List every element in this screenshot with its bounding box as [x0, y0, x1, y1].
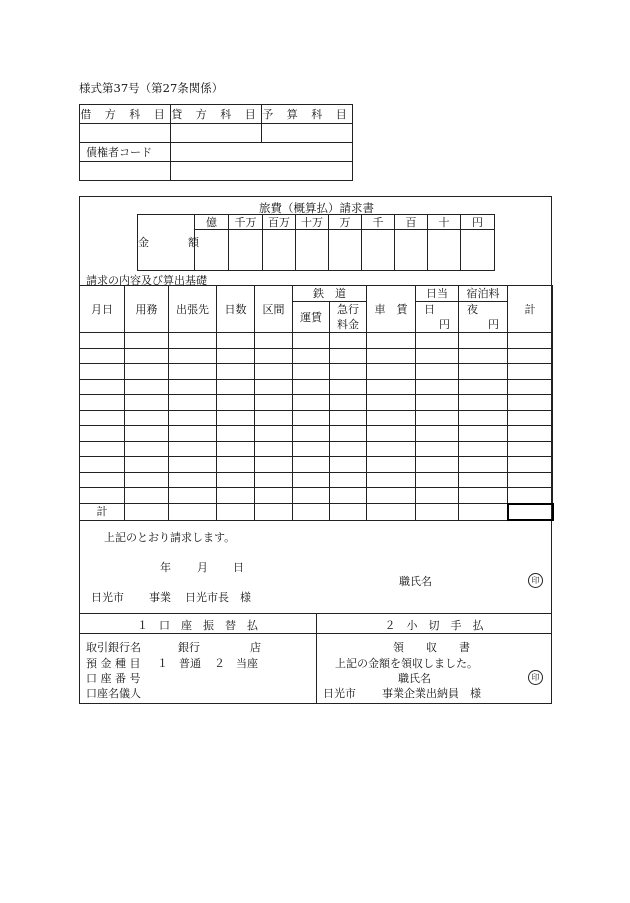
- entry-cell[interactable]: [80, 457, 125, 473]
- entry-cell[interactable]: [255, 441, 293, 457]
- account-holder-label: 口座名儀人: [86, 687, 141, 700]
- entry-cell[interactable]: [508, 441, 553, 457]
- table-row: [80, 379, 553, 395]
- entry-cell[interactable]: [416, 379, 459, 395]
- entry-cell[interactable]: [217, 333, 255, 349]
- entry-cell[interactable]: [416, 410, 459, 426]
- col-express-1: 急行: [337, 303, 359, 316]
- entry-cell[interactable]: [125, 441, 169, 457]
- col-car: 車 賃: [367, 286, 416, 333]
- receipt-title: 領 収 書: [393, 641, 470, 654]
- form-title: 旅費（概算払）請求書: [259, 201, 374, 215]
- entry-cell[interactable]: [459, 364, 508, 380]
- entry-cell[interactable]: [293, 410, 330, 426]
- budget-account-label: 予 算 科 目: [262, 105, 353, 124]
- col-fare: 運賃: [293, 302, 330, 333]
- entry-cell[interactable]: [217, 472, 255, 488]
- total-cell[interactable]: [255, 504, 293, 521]
- entry-cell[interactable]: [125, 457, 169, 473]
- deposit-type-label: 預 金 種 目: [86, 657, 141, 670]
- entry-cell[interactable]: [367, 472, 416, 488]
- col-railway: 鉄 道: [293, 286, 367, 302]
- expense-table: [79, 285, 554, 521]
- entry-cell[interactable]: [508, 410, 553, 426]
- total-cell[interactable]: [125, 504, 169, 521]
- entry-cell[interactable]: [169, 395, 217, 411]
- amount-table: [137, 214, 495, 271]
- date-year: 年: [160, 561, 171, 574]
- entry-cell[interactable]: [330, 457, 367, 473]
- entry-cell[interactable]: [169, 457, 217, 473]
- bank-suffix: 銀行: [178, 641, 200, 654]
- entry-cell[interactable]: [217, 488, 255, 504]
- entry-cell[interactable]: [255, 333, 293, 349]
- debit-account-label: 借 方 科 目: [80, 105, 171, 124]
- date-day: 日: [233, 561, 244, 574]
- total-row-label: 計: [80, 504, 125, 521]
- col-express-2: 料金: [337, 318, 359, 331]
- entry-cell[interactable]: [459, 441, 508, 457]
- entry-cell[interactable]: [459, 426, 508, 442]
- entry-cell[interactable]: [367, 410, 416, 426]
- entry-cell[interactable]: [125, 395, 169, 411]
- entry-cell[interactable]: [293, 333, 330, 349]
- entry-cell[interactable]: [416, 488, 459, 504]
- request-statement: 上記のとおり請求します。: [104, 531, 236, 544]
- entry-cell[interactable]: [330, 379, 367, 395]
- bank-label: 取引銀行名: [86, 641, 141, 654]
- table-row: [80, 395, 553, 411]
- entry-cell[interactable]: [80, 395, 125, 411]
- addressee-mayor: 日光市長 様: [185, 591, 251, 604]
- entry-cell[interactable]: [217, 379, 255, 395]
- entry-cell[interactable]: [80, 364, 125, 380]
- entry-cell[interactable]: [169, 348, 217, 364]
- entry-cell[interactable]: [125, 348, 169, 364]
- entry-cell[interactable]: [330, 348, 367, 364]
- table-row: [80, 348, 553, 364]
- entry-cell[interactable]: [169, 441, 217, 457]
- entry-cell[interactable]: [169, 472, 217, 488]
- entry-cell[interactable]: [169, 410, 217, 426]
- total-cell[interactable]: [293, 504, 330, 521]
- entry-cell[interactable]: [293, 457, 330, 473]
- entry-cell[interactable]: [416, 472, 459, 488]
- entry-cell[interactable]: [367, 457, 416, 473]
- entry-cell[interactable]: [416, 395, 459, 411]
- unit-en: 円: [461, 215, 495, 230]
- entry-cell[interactable]: [293, 472, 330, 488]
- entry-cell[interactable]: [125, 472, 169, 488]
- position-name-label: 職氏名: [399, 575, 432, 588]
- table-row: [80, 364, 553, 380]
- entry-cell[interactable]: [508, 364, 553, 380]
- total-cell[interactable]: [367, 504, 416, 521]
- col-days: 日数: [217, 286, 255, 333]
- col-express: [330, 302, 367, 333]
- entry-cell[interactable]: [169, 364, 217, 380]
- amount-digit[interactable]: [395, 230, 428, 271]
- table-row: [80, 426, 553, 442]
- entry-cell[interactable]: [80, 348, 125, 364]
- entry-cell[interactable]: [330, 364, 367, 380]
- entry-cell[interactable]: [459, 333, 508, 349]
- entry-cell[interactable]: [459, 348, 508, 364]
- creditor-code-field[interactable]: [171, 143, 353, 162]
- entry-cell[interactable]: [508, 333, 553, 349]
- entry-cell[interactable]: [125, 488, 169, 504]
- account-number-label: 口 座 番 号: [86, 672, 141, 685]
- receipt-city: 日光市: [323, 687, 356, 700]
- col-daily-day: 日: [424, 303, 435, 316]
- unit-senman: 千万: [229, 215, 263, 230]
- col-section: 区間: [255, 286, 293, 333]
- amount-label: 金 額: [138, 215, 195, 271]
- table-row: [80, 457, 553, 473]
- creditor-code-field-2[interactable]: [80, 162, 171, 181]
- branch-suffix: 店: [250, 641, 261, 654]
- entry-cell[interactable]: [293, 348, 330, 364]
- receipt-position-label: 職氏名: [398, 672, 431, 685]
- entry-cell[interactable]: [508, 488, 553, 504]
- unit-sen: 千: [362, 215, 395, 230]
- addressee-city: 日光市: [91, 591, 124, 604]
- table-row: [80, 333, 553, 349]
- entry-cell[interactable]: [80, 379, 125, 395]
- entry-cell[interactable]: [80, 410, 125, 426]
- amount-digit[interactable]: [329, 230, 362, 271]
- total-cell[interactable]: [459, 504, 508, 521]
- entry-cell[interactable]: [293, 441, 330, 457]
- entry-cell[interactable]: [367, 488, 416, 504]
- receipt-addressee: 事業企業出納員 様: [382, 687, 481, 700]
- amount-digit[interactable]: [296, 230, 329, 271]
- credit-account-field[interactable]: [171, 124, 262, 143]
- entry-cell[interactable]: [255, 395, 293, 411]
- entry-cell[interactable]: [255, 364, 293, 380]
- entry-cell[interactable]: [330, 410, 367, 426]
- total-cell[interactable]: [169, 504, 217, 521]
- table-row: [80, 410, 553, 426]
- amount-digit[interactable]: [263, 230, 296, 271]
- entry-cell[interactable]: [367, 426, 416, 442]
- entry-cell[interactable]: [80, 426, 125, 442]
- col-total: 計: [508, 286, 553, 333]
- entry-cell[interactable]: [367, 348, 416, 364]
- seal-icon: 印: [528, 573, 543, 588]
- unit-hyakuman: 百万: [263, 215, 296, 230]
- entry-cell[interactable]: [217, 426, 255, 442]
- section-label: 請求の内容及び算出基礎: [86, 274, 207, 287]
- entry-cell[interactable]: [169, 426, 217, 442]
- col-purpose: 用務: [125, 286, 169, 333]
- entry-cell[interactable]: [416, 348, 459, 364]
- creditor-code-field-3[interactable]: [171, 162, 353, 181]
- entry-cell[interactable]: [217, 395, 255, 411]
- entry-cell[interactable]: [459, 379, 508, 395]
- table-row: [80, 472, 553, 488]
- entry-cell[interactable]: [508, 348, 553, 364]
- entry-cell[interactable]: [217, 348, 255, 364]
- entry-cell[interactable]: [459, 472, 508, 488]
- unit-man: 万: [329, 215, 362, 230]
- check-title: ２ 小 切 手 払: [384, 619, 484, 632]
- entry-cell[interactable]: [367, 395, 416, 411]
- entry-cell[interactable]: [459, 488, 508, 504]
- col-daily-yen: 円: [439, 318, 450, 331]
- unit-ju: 十: [428, 215, 461, 230]
- addressee-business: 事業: [149, 591, 171, 604]
- total-cell[interactable]: [217, 504, 255, 521]
- entry-cell[interactable]: [255, 488, 293, 504]
- unit-oku: 億: [195, 215, 229, 230]
- budget-account-field[interactable]: [262, 124, 353, 143]
- entry-cell[interactable]: [125, 410, 169, 426]
- entry-cell[interactable]: [330, 441, 367, 457]
- entry-cell[interactable]: [330, 426, 367, 442]
- entry-cell[interactable]: [416, 441, 459, 457]
- deposit-current[interactable]: ２ 当座: [214, 657, 258, 670]
- creditor-code-label: 債権者コード: [80, 143, 171, 162]
- table-row: [80, 488, 553, 504]
- entry-cell[interactable]: [293, 364, 330, 380]
- amount-digit[interactable]: [461, 230, 495, 271]
- entry-cell[interactable]: [367, 364, 416, 380]
- col-lodging-sub: [459, 302, 508, 333]
- entry-cell[interactable]: [255, 457, 293, 473]
- amount-digit[interactable]: [428, 230, 461, 271]
- receipt-seal-icon: 印: [528, 670, 543, 685]
- table-row: [80, 441, 553, 457]
- entry-cell[interactable]: [508, 457, 553, 473]
- entry-cell[interactable]: [416, 426, 459, 442]
- entry-cell[interactable]: [125, 426, 169, 442]
- entry-cell[interactable]: [416, 333, 459, 349]
- entry-cell[interactable]: [330, 333, 367, 349]
- credit-account-label: 貸 方 科 目: [171, 105, 262, 124]
- entry-cell[interactable]: [169, 488, 217, 504]
- entry-cell[interactable]: [508, 472, 553, 488]
- debit-account-field[interactable]: [80, 124, 171, 143]
- entry-cell[interactable]: [367, 333, 416, 349]
- col-destination: 出張先: [169, 286, 217, 333]
- entry-cell[interactable]: [367, 441, 416, 457]
- receipt-statement: 上記の金額を領収しました。: [335, 657, 478, 670]
- entry-cell[interactable]: [293, 426, 330, 442]
- entry-cell[interactable]: [125, 379, 169, 395]
- entry-cell[interactable]: [508, 379, 553, 395]
- entry-cell[interactable]: [508, 395, 553, 411]
- entry-cell[interactable]: [255, 379, 293, 395]
- entry-cell[interactable]: [508, 426, 553, 442]
- form-number: 様式第37号（第27条関係）: [79, 81, 224, 95]
- entry-cell[interactable]: [293, 379, 330, 395]
- unit-juman: 十万: [296, 215, 329, 230]
- total-cell[interactable]: [416, 504, 459, 521]
- entry-cell[interactable]: [255, 472, 293, 488]
- date-month: 月: [197, 561, 208, 574]
- amount-digit[interactable]: [229, 230, 263, 271]
- entry-cell[interactable]: [459, 410, 508, 426]
- entry-cell[interactable]: [416, 457, 459, 473]
- entry-cell[interactable]: [330, 395, 367, 411]
- grand-total-cell[interactable]: [508, 504, 553, 521]
- entry-cell[interactable]: [125, 364, 169, 380]
- entry-cell[interactable]: [293, 488, 330, 504]
- entry-cell[interactable]: [217, 410, 255, 426]
- transfer-title: １ 口 座 振 替 払: [137, 619, 258, 632]
- total-cell[interactable]: [330, 504, 367, 521]
- entry-cell[interactable]: [125, 333, 169, 349]
- entry-cell[interactable]: [80, 488, 125, 504]
- col-daily-sub: [416, 302, 459, 333]
- entry-cell[interactable]: [330, 472, 367, 488]
- account-table: [79, 104, 353, 181]
- entry-cell[interactable]: [367, 379, 416, 395]
- entry-cell[interactable]: [80, 441, 125, 457]
- entry-cell[interactable]: [80, 472, 125, 488]
- entry-cell[interactable]: [293, 395, 330, 411]
- unit-hyaku: 百: [395, 215, 428, 230]
- entry-cell[interactable]: [330, 488, 367, 504]
- entry-cell[interactable]: [217, 457, 255, 473]
- entry-cell[interactable]: [255, 348, 293, 364]
- entry-cell[interactable]: [459, 395, 508, 411]
- entry-cell[interactable]: [416, 364, 459, 380]
- col-lodging-night: 夜: [467, 303, 478, 316]
- col-lodging: 宿泊料: [459, 286, 508, 302]
- col-date: 月日: [80, 286, 125, 333]
- col-daily: 日当: [416, 286, 459, 302]
- entry-cell[interactable]: [169, 333, 217, 349]
- deposit-ordinary[interactable]: １ 普通: [157, 657, 201, 670]
- entry-cell[interactable]: [255, 426, 293, 442]
- entry-cell[interactable]: [80, 333, 125, 349]
- entry-cell[interactable]: [169, 379, 217, 395]
- col-lodging-yen: 円: [488, 318, 499, 331]
- entry-cell[interactable]: [459, 457, 508, 473]
- entry-cell[interactable]: [217, 441, 255, 457]
- entry-cell[interactable]: [217, 364, 255, 380]
- entry-cell[interactable]: [255, 410, 293, 426]
- amount-digit[interactable]: [362, 230, 395, 271]
